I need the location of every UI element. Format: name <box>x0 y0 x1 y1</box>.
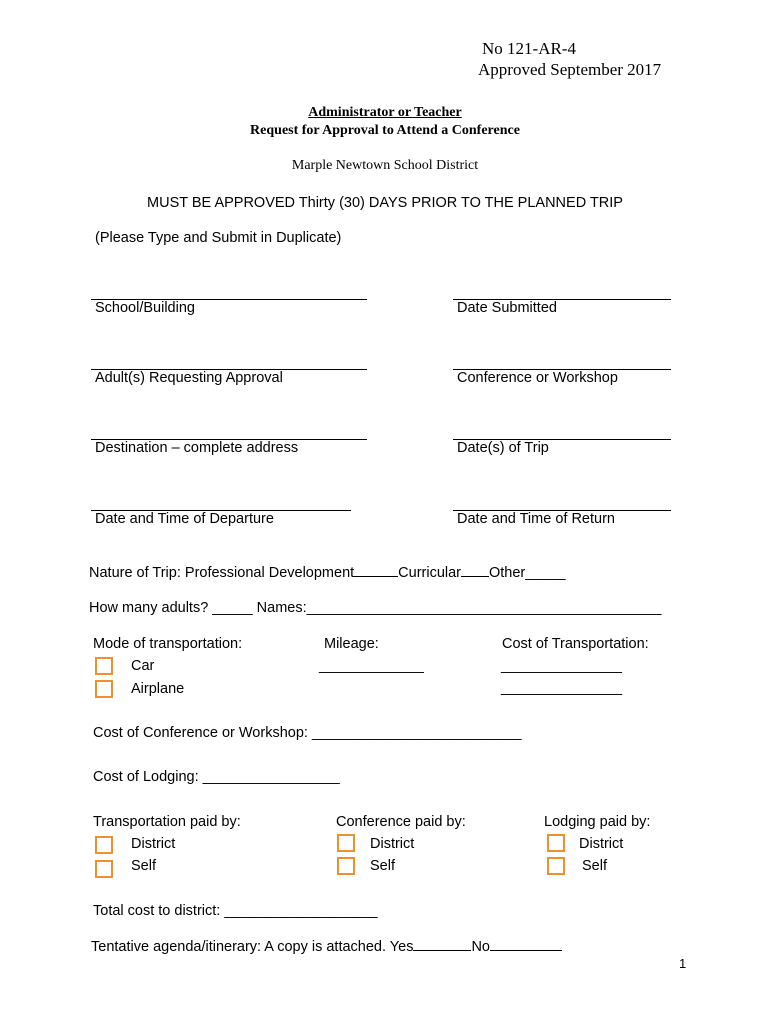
mileage-label: Mileage: <box>324 636 379 652</box>
agenda-prefix: Tentative agenda/itinerary: A copy is attached. Yes <box>91 939 414 955</box>
conference-paid-by-label: Conference paid by: <box>336 814 466 830</box>
destination-label: Destination – complete address <box>95 440 299 456</box>
agenda-yes-blank[interactable] <box>413 938 471 951</box>
airplane-checkbox[interactable] <box>95 680 113 698</box>
lodging-self-checkbox[interactable] <box>547 857 565 875</box>
approval-notice: MUST BE APPROVED Thirty (30) DAYS PRIOR TO THE PLANNED TRIP <box>147 195 623 211</box>
car-checkbox[interactable] <box>95 657 113 675</box>
transportation-self-label: Self <box>131 858 156 874</box>
lodging-district-label: District <box>579 836 624 852</box>
form-title: Request for Approval to Attend a Conference <box>250 123 520 138</box>
lodging-district-checkbox[interactable] <box>547 834 565 852</box>
curricular-label: Curricular <box>398 565 461 581</box>
total-cost-to-district[interactable]: Total cost to district: ___________________ <box>93 903 378 919</box>
submission-instruction: (Please Type and Submit in Duplicate) <box>95 230 342 246</box>
professional-development-blank[interactable] <box>354 564 398 577</box>
date-submitted-label: Date Submitted <box>457 300 557 316</box>
cost-of-lodging[interactable]: Cost of Lodging: _________________ <box>93 769 340 785</box>
other-label: Other_____ <box>489 565 566 581</box>
nature-prefix: Nature of Trip: Professional Development <box>89 565 355 581</box>
cost-of-transportation-blank-1[interactable]: _______________ <box>501 658 622 674</box>
cost-of-transportation-label: Cost of Transportation: <box>502 636 649 652</box>
car-label: Car <box>131 658 155 674</box>
transportation-self-checkbox[interactable] <box>95 860 113 878</box>
conference-self-label: Self <box>370 858 395 874</box>
district-name: Marple Newtown School District <box>291 158 479 173</box>
agenda-no-blank[interactable] <box>490 938 562 951</box>
return-label: Date and Time of Return <box>457 511 615 527</box>
lodging-self-label: Self <box>582 858 607 874</box>
transportation-paid-by-label: Transportation paid by: <box>93 814 241 830</box>
cost-of-conference[interactable]: Cost of Conference or Workshop: __________________________ <box>93 725 522 741</box>
cost-of-transportation-blank-2[interactable]: _______________ <box>501 680 622 696</box>
airplane-label: Airplane <box>131 681 185 697</box>
transportation-district-checkbox[interactable] <box>95 836 113 854</box>
document-number: No 121-AR-4 <box>482 39 576 58</box>
nature-of-trip <box>89 564 566 581</box>
conference-district-label: District <box>370 836 415 852</box>
approval-date: Approved September 2017 <box>478 60 662 79</box>
departure-label: Date and Time of Departure <box>95 511 274 527</box>
mode-of-transportation-label: Mode of transportation: <box>93 636 243 652</box>
conference-self-checkbox[interactable] <box>337 857 355 875</box>
adults-names[interactable]: How many adults? _____ Names:____________________________________________ <box>89 600 662 616</box>
lodging-paid-by-label: Lodging paid by: <box>544 814 651 830</box>
transportation-district-label: District <box>131 836 176 852</box>
adults-requesting-label: Adult(s) Requesting Approval <box>95 370 283 386</box>
page-number: 1 <box>679 956 687 971</box>
agenda-no-label: No <box>471 939 490 955</box>
form-title-role: Administrator or Teacher <box>308 105 462 120</box>
mileage-blank[interactable]: _____________ <box>319 658 424 674</box>
agenda-itinerary <box>91 938 562 955</box>
conference-district-checkbox[interactable] <box>337 834 355 852</box>
dates-of-trip-label: Date(s) of Trip <box>457 440 549 456</box>
conference-workshop-label: Conference or Workshop <box>457 370 618 386</box>
school-building-label: School/Building <box>95 300 195 316</box>
curricular-blank[interactable] <box>461 564 489 577</box>
